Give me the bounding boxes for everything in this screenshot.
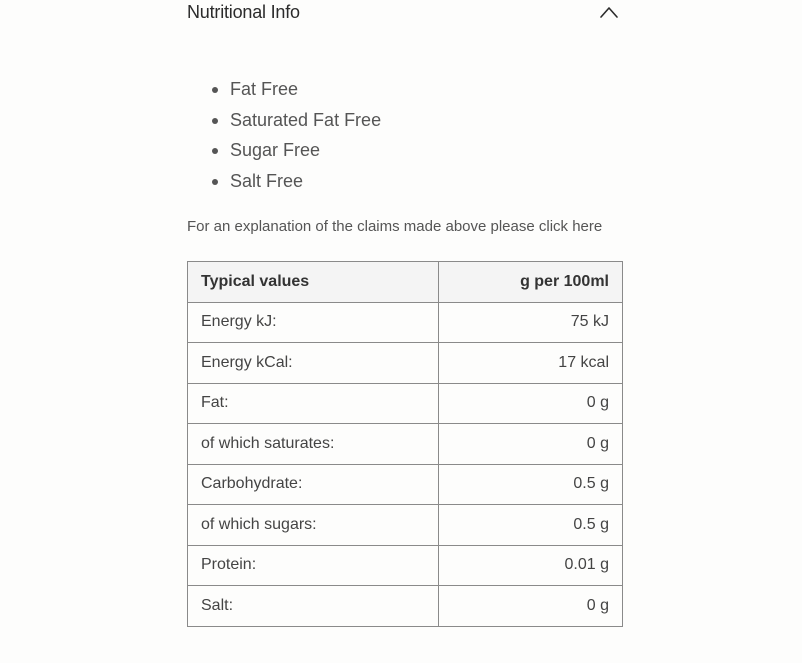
column-header-per-100ml: g per 100ml — [439, 262, 623, 303]
table-row — [188, 383, 623, 424]
table-row — [188, 545, 623, 586]
nutrient-name: Fat: — [188, 383, 439, 424]
table-row — [188, 505, 623, 546]
nutrient-value: 0 g — [439, 424, 623, 465]
table-row — [188, 464, 623, 505]
nutrient-value: 0.5 g — [439, 464, 623, 505]
list-item — [210, 169, 381, 200]
table-row — [188, 302, 623, 343]
bullet-icon — [212, 179, 218, 185]
claim-label: Salt Free — [230, 170, 304, 191]
claims-explanation-link[interactable]: For an explanation of the claims made above please click here — [187, 218, 603, 235]
bullet-icon — [212, 87, 218, 93]
accordion-header[interactable] — [187, 0, 623, 28]
table-row — [188, 343, 623, 384]
nutrient-name: Carbohydrate: — [188, 464, 439, 505]
claim-label: Sugar Free — [230, 140, 321, 160]
nutrient-value: 17 kcal — [439, 343, 623, 384]
table-row — [188, 424, 623, 465]
nutrient-value: 0 g — [439, 383, 623, 424]
nutrient-value: 75 kJ — [439, 302, 623, 343]
nutritional-info-panel — [187, 0, 623, 614]
bullet-icon — [212, 148, 218, 154]
list-item — [210, 108, 381, 139]
table-header-row — [188, 262, 623, 303]
nutrient-name: Energy kCal: — [188, 343, 439, 384]
bullet-icon — [212, 118, 218, 124]
claims-list — [210, 77, 381, 199]
nutrient-name: Salt: — [188, 586, 439, 627]
accordion-title: Nutritional Info — [187, 2, 300, 22]
nutrient-value: 0.5 g — [439, 505, 623, 546]
nutrient-name: Protein: — [188, 545, 439, 586]
nutrient-value: 0 g — [439, 586, 623, 627]
nutrient-name: of which sugars: — [188, 505, 439, 546]
column-header-typical-values: Typical values — [188, 262, 439, 303]
nutrition-table — [187, 261, 623, 627]
list-item — [210, 138, 381, 169]
nutrient-name: of which saturates: — [188, 424, 439, 465]
table-row — [188, 586, 623, 627]
chevron-up-icon[interactable] — [599, 5, 619, 19]
list-item — [210, 77, 381, 108]
claim-label: Fat Free — [230, 79, 299, 99]
nutrient-value: 0.01 g — [439, 545, 623, 586]
claim-label: Saturated Fat Free — [230, 109, 382, 130]
nutrient-name: Energy kJ: — [188, 302, 439, 343]
